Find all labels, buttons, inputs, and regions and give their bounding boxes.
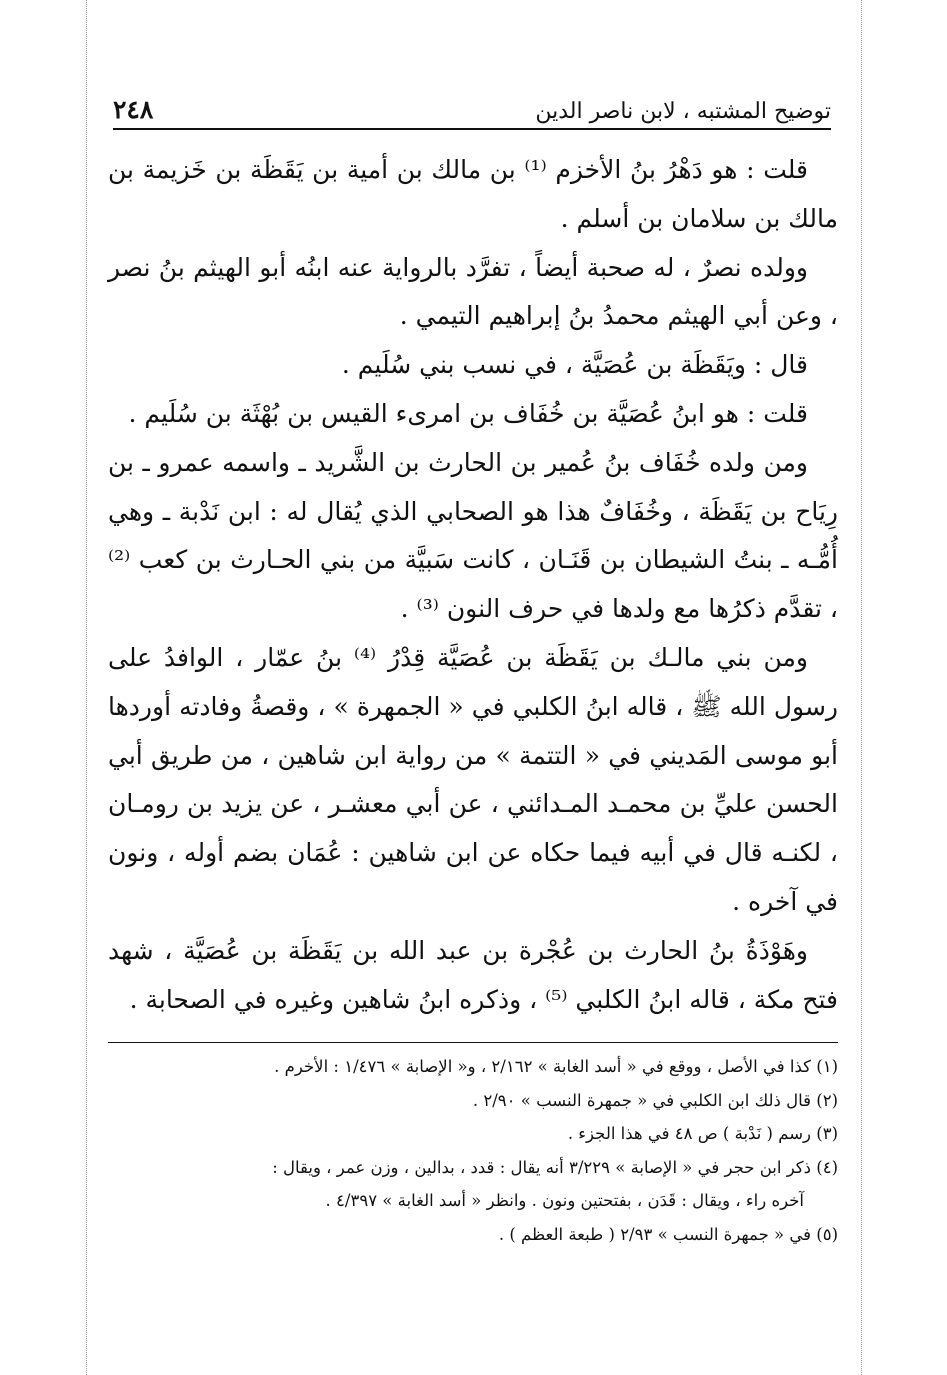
- footnote-separator: [108, 1042, 838, 1043]
- footnote-5: (٥) في « جمهرة النسب » ٢/٩٣ ( طبعة العظم ) .: [498, 1224, 838, 1244]
- paragraph-2: وولده نصرٌ ، له صحبة أيضاً ، تفرَّد بالرواية عنه ابنُه أبو الهيثم بنُ نصر ، وعن أبي الهيثم محمدُ بنُ إبراهيم التيمي .: [108, 252, 838, 331]
- paragraph-1: قلت : هو دَهْرُ بنُ الأخزم ⁽¹⁾ بن مالك بن أمية بن يَقَظَة بن خَزيمة بن مالك بن سلامان بن أسلم .: [108, 155, 838, 233]
- running-title: توضيح المشتبه ، لابن ناصر الدين: [535, 99, 831, 124]
- footnote-2: (٢) قال ذلك ابن الكلبي في « جمهرة النسب » ٢/٩٠ .: [472, 1090, 838, 1110]
- paragraph-5: ومن ولده خُفَاف بنُ عُمير بن الحارث بن الشَّريد ـ واسمه عمرو ـ بن رِيَاح بن يَقَظَة ، وخُفَافٌ هذا هو الصحابي الذي يُقال له : ابن نَدْبة ـ وهي أُمُّـه ـ بنتُ الشيطان بن قَنَـان ، كانت سَبيَّة من بني الحـارث بن كعب ⁽²⁾ ، تقدَّم ذكرُها مع ولدها في حرف النون ⁽³⁾ .: [108, 447, 838, 624]
- footnote-4-continued: آخره راء ، ويقال : قَدَن ، بفتحتين ونون . وانظر « أسد الغابة » ٤/٣٩٧ .: [325, 1191, 804, 1210]
- footnotes: [108, 1050, 838, 1251]
- footnote-1: (١) كذا في الأصل ، ووقع في « أسد الغابة » ٢/١٦٢ ، و« الإصابة » ١/٤٧٦ : الأخرم .: [274, 1057, 838, 1076]
- footnote-4: (٤) ذكر ابن حجر في « الإصابة » ٣/٢٢٩ أنه يقال : قدد ، بدالين ، وزن عمر ، ويقال :: [272, 1157, 838, 1177]
- paragraph-3: قال : ويَقَظَة بن عُصَيَّة ، في نسب بني سُلَيم .: [341, 350, 808, 380]
- page-header: [113, 84, 831, 130]
- scan-margin-line-left: [86, 0, 87, 1375]
- page-number: ٢٤٨: [113, 95, 154, 124]
- paragraph-7: وهَوْذَةُ بنُ الحارث بن عُجْرة بن عبد الله بن يَقَظَة بن عُصَيَّة ، شهد فتح مكة ، قاله ابنُ الكلبي ⁽⁵⁾ ، وذكره ابنُ شاهين وغيره في الصحابة .: [108, 935, 838, 1014]
- paragraph-4: قلت : هو ابنُ عُصَيَّة بن خُفَاف بن امرىء القيس بن بُهْثَة بن سُلَيم .: [128, 398, 808, 428]
- footnote-3: (٣) رسم ( نَدْبة ) ص ٤٨ في هذا الجزء .: [567, 1124, 838, 1143]
- paragraph-6: ومن بني مالـك بن يَقَظَة بن عُصَيَّة قِدْرُ ⁽⁴⁾ بنُ عمّار ، الوافدُ على رسول الله ﷺ ، قاله ابنُ الكلبي في « الجمهرة » ، وقصةُ وفادته أوردها أبو موسى المَديني في « التتمة » من رواية ابن شاهين ، من طريق أبي الحسن عليِّ بن محمـد المـدائني ، عن أبي معشـر ، عن يزيد بن رومـان ، لكنـه قال في أبيه فيما حكاه عن ابن شاهين : عُمَان بضم أوله ، ونون في آخره .: [108, 642, 838, 916]
- body-text: [108, 146, 838, 1024]
- scan-margin-line-right: [861, 0, 862, 1375]
